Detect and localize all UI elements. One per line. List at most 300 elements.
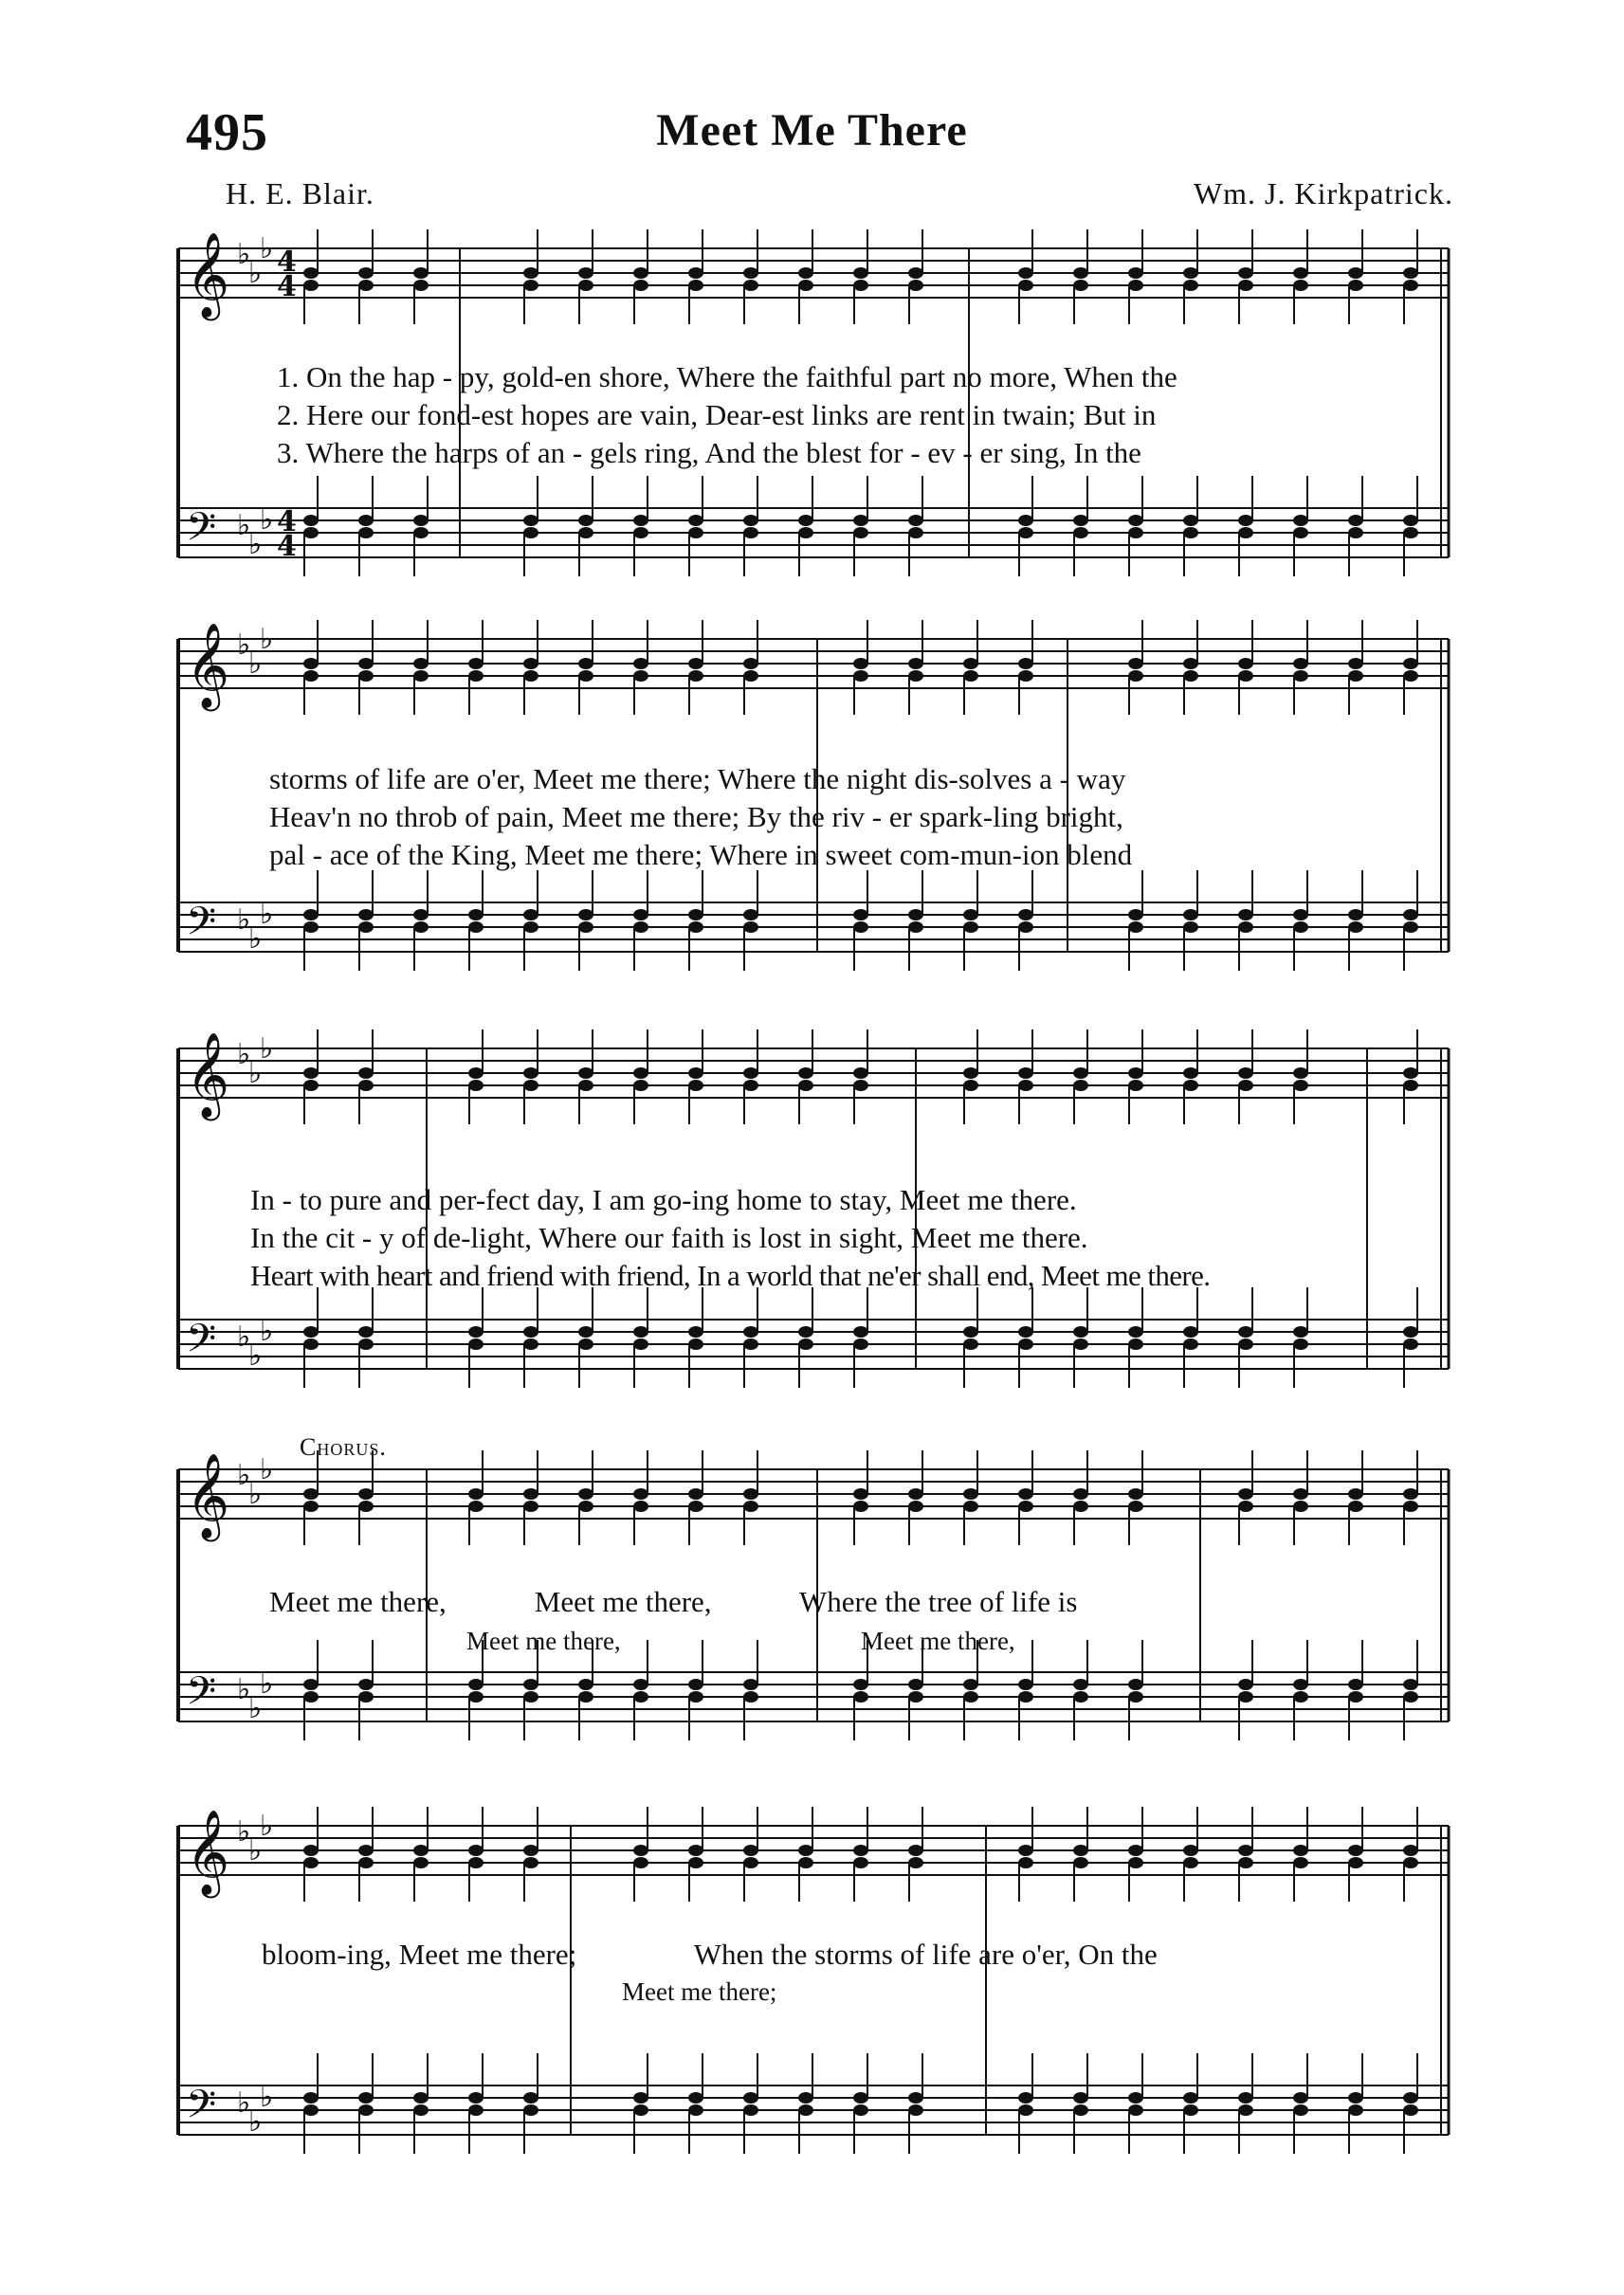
note-head [743, 909, 758, 920]
note-head [578, 1326, 593, 1338]
note-head [523, 267, 538, 279]
note-head [743, 267, 758, 279]
lyricist: H. E. Blair. [226, 176, 374, 210]
note-head [1348, 267, 1363, 279]
note-head [1403, 267, 1418, 279]
note-head [303, 1067, 319, 1079]
note-head [1293, 1067, 1308, 1079]
note-head [633, 1326, 648, 1338]
flat-sign: ♭ [260, 1453, 274, 1486]
chorus-label: Chorus. [300, 1433, 387, 1461]
note-head [413, 670, 429, 682]
note-head [358, 527, 374, 538]
note-head [963, 670, 978, 682]
note-head [908, 909, 923, 920]
note-head [468, 921, 484, 933]
note-head [1238, 1326, 1253, 1338]
note-head [688, 909, 703, 920]
lyric-line: 2. Here our fond-est hopes are vain, Dear-est links are rent in twain; But in [277, 398, 1157, 431]
note-head [1128, 921, 1143, 933]
note-head [853, 267, 868, 279]
note-head [1128, 515, 1143, 526]
note-head [853, 1679, 868, 1690]
note-head [908, 515, 923, 526]
note-head [853, 2092, 868, 2104]
note-head [523, 1691, 538, 1703]
note-head [523, 1488, 538, 1500]
note-head [358, 1080, 374, 1091]
note-head [523, 2104, 538, 2116]
note-head [1293, 267, 1308, 279]
time-signature: 4 [277, 246, 297, 279]
note-head [1293, 1488, 1308, 1500]
lyric-line: Heart with heart and friend with friend, In a world that ne'er shall end, Meet me there. [250, 1259, 1211, 1292]
flat-sign: ♭ [237, 903, 251, 937]
note-head [798, 2092, 813, 2104]
note-head [1018, 1488, 1033, 1500]
note-head [688, 2104, 703, 2116]
note-head [303, 1857, 319, 1868]
note-head [743, 1080, 758, 1091]
note-head [743, 921, 758, 933]
note-head [688, 1501, 703, 1512]
note-head [1293, 909, 1308, 920]
note-head [1018, 658, 1033, 669]
lyric-line: Meet me there, Meet me there, Where the tree of life is [269, 1585, 1078, 1618]
note-head [743, 527, 758, 538]
note-head [1348, 1488, 1363, 1500]
note-head [523, 1857, 538, 1868]
note-head [358, 670, 374, 682]
note-head [908, 670, 923, 682]
note-head [853, 2104, 868, 2116]
note-head [1073, 1488, 1088, 1500]
note-head [1073, 1339, 1088, 1350]
note-head [1128, 909, 1143, 920]
note-head [358, 1501, 374, 1512]
note-head [1403, 1501, 1418, 1512]
note-head [1128, 280, 1143, 291]
note-head [1293, 280, 1308, 291]
note-head [963, 1339, 978, 1350]
note-head [1293, 1857, 1308, 1868]
note-head [1403, 909, 1418, 920]
note-head [578, 1067, 593, 1079]
note-head [1403, 1845, 1418, 1856]
note-head [468, 1339, 484, 1350]
note-head [578, 921, 593, 933]
note-head [468, 1691, 484, 1703]
note-head [1403, 2104, 1418, 2116]
note-head [1403, 658, 1418, 669]
note-head [1128, 2092, 1143, 2104]
flat-sign: ♭ [237, 1673, 251, 1706]
note-head [1293, 658, 1308, 669]
note-head [523, 1501, 538, 1512]
note-head [633, 267, 648, 279]
note-head [743, 670, 758, 682]
note-head [523, 1845, 538, 1856]
note-head [1348, 658, 1363, 669]
note-head [963, 1067, 978, 1079]
note-head [1348, 1857, 1363, 1868]
note-head [1128, 1080, 1143, 1091]
note-head [1183, 1067, 1198, 1079]
note-head [413, 515, 429, 526]
note-head [743, 1339, 758, 1350]
note-head [908, 1488, 923, 1500]
note-head [1238, 1501, 1253, 1512]
flat-sign: ♭ [260, 1667, 274, 1701]
note-head [1238, 921, 1253, 933]
composer: Wm. J. Kirkpatrick. [1193, 176, 1453, 210]
note-head [1183, 1326, 1198, 1338]
note-head [468, 1488, 484, 1500]
note-head [1128, 1339, 1143, 1350]
note-head [908, 1845, 923, 1856]
note-head [1018, 527, 1033, 538]
note-head [1018, 909, 1033, 920]
note-head [688, 527, 703, 538]
note-head [413, 1857, 429, 1868]
note-head [578, 527, 593, 538]
note-head [963, 909, 978, 920]
bass-clef: 𝄢 [186, 504, 217, 559]
note-head [1183, 280, 1198, 291]
note-head [1018, 1067, 1033, 1079]
note-head [1293, 1339, 1308, 1350]
note-head [688, 670, 703, 682]
flat-sign: ♭ [260, 1810, 274, 1843]
note-head [1238, 909, 1253, 920]
note-head [1183, 658, 1198, 669]
note-head [1403, 670, 1418, 682]
note-head [1128, 2104, 1143, 2116]
note-head [1018, 1679, 1033, 1690]
note-head [303, 1501, 319, 1512]
note-head [798, 280, 813, 291]
note-head [1348, 1679, 1363, 1690]
note-head [1018, 1339, 1033, 1350]
note-head [1128, 1067, 1143, 1079]
note-head [853, 1339, 868, 1350]
treble-clef: 𝄞 [186, 1453, 230, 1539]
note-head [1403, 527, 1418, 538]
note-head [688, 1339, 703, 1350]
note-head [1238, 1488, 1253, 1500]
note-head [1018, 2104, 1033, 2116]
note-head [743, 280, 758, 291]
note-head [688, 1326, 703, 1338]
note-head [523, 515, 538, 526]
bass-clef: 𝄢 [186, 1668, 217, 1723]
note-head [853, 515, 868, 526]
note-head [358, 2092, 374, 2104]
note-head [358, 1691, 374, 1703]
note-head [633, 1067, 648, 1079]
note-head [1073, 1857, 1088, 1868]
note-head [413, 2104, 429, 2116]
note-head [688, 267, 703, 279]
note-head [1073, 1845, 1088, 1856]
note-head [633, 280, 648, 291]
note-head [578, 1339, 593, 1350]
note-head [303, 515, 319, 526]
note-head [743, 658, 758, 669]
flat-sign: ♭ [237, 628, 251, 662]
note-head [468, 2092, 484, 2104]
note-head [908, 1691, 923, 1703]
note-head [1348, 1845, 1363, 1856]
note-head [853, 909, 868, 920]
note-head [688, 1488, 703, 1500]
flat-sign: ♭ [237, 509, 251, 542]
note-head [303, 1488, 319, 1500]
note-head [1238, 658, 1253, 669]
note-head [358, 1326, 374, 1338]
note-head [1293, 2104, 1308, 2116]
note-head [1018, 1326, 1033, 1338]
flat-sign: ♭ [260, 232, 274, 265]
note-head [1183, 515, 1198, 526]
note-head [633, 658, 648, 669]
note-head [908, 921, 923, 933]
note-head [688, 1845, 703, 1856]
note-head [1018, 670, 1033, 682]
treble-clef: 𝄞 [186, 232, 230, 318]
note-head [1238, 280, 1253, 291]
note-head [1128, 527, 1143, 538]
note-head [1128, 1326, 1143, 1338]
note-head [1183, 909, 1198, 920]
note-head [1238, 670, 1253, 682]
note-head [1073, 267, 1088, 279]
note-head [303, 2104, 319, 2116]
note-head [523, 921, 538, 933]
note-head [853, 1857, 868, 1868]
note-head [688, 280, 703, 291]
note-head [303, 670, 319, 682]
note-head [578, 1488, 593, 1500]
note-head [1018, 1080, 1033, 1091]
note-head [743, 1679, 758, 1690]
note-head [743, 1488, 758, 1500]
note-head [303, 527, 319, 538]
note-head [1293, 515, 1308, 526]
note-head [1018, 280, 1033, 291]
note-head [853, 280, 868, 291]
note-head [1018, 1691, 1033, 1703]
note-head [1403, 515, 1418, 526]
note-head [523, 1080, 538, 1091]
note-head [523, 670, 538, 682]
flat-sign: ♭ [248, 257, 263, 290]
note-head [1018, 515, 1033, 526]
note-head [853, 1326, 868, 1338]
note-head [963, 921, 978, 933]
note-head [1293, 1679, 1308, 1690]
note-head [358, 267, 374, 279]
note-head [1293, 921, 1308, 933]
note-head [358, 909, 374, 920]
note-head [1238, 2104, 1253, 2116]
note-head [743, 1691, 758, 1703]
note-head [798, 1067, 813, 1079]
lyric-line: 1. On the hap - py, gold-en shore, Where the faithful part no more, When the [277, 360, 1177, 393]
note-head [688, 515, 703, 526]
note-head [1183, 670, 1198, 682]
note-head [1348, 280, 1363, 291]
note-head [633, 527, 648, 538]
note-head [523, 280, 538, 291]
note-head [358, 1339, 374, 1350]
time-signature: 4 [277, 270, 297, 303]
note-head [303, 1080, 319, 1091]
note-head [908, 1679, 923, 1690]
note-head [853, 1067, 868, 1079]
note-head [1073, 515, 1088, 526]
note-head [468, 658, 484, 669]
note-head [1348, 1501, 1363, 1512]
note-head [358, 1067, 374, 1079]
note-head [1348, 2104, 1363, 2116]
note-head [303, 1691, 319, 1703]
time-signature: 4 [277, 505, 297, 538]
flat-sign: ♭ [260, 623, 274, 656]
flat-sign: ♭ [248, 1834, 263, 1867]
lyric-line: 3. Where the harps of an - gels ring, And the blest for - ev - er sing, In the [277, 436, 1141, 469]
note-head [413, 909, 429, 920]
flat-sign: ♭ [248, 1692, 263, 1725]
note-head [1073, 1326, 1088, 1338]
note-head [743, 1326, 758, 1338]
note-head [1018, 267, 1033, 279]
note-head [633, 2104, 648, 2116]
note-head [358, 1679, 374, 1690]
note-head [358, 1488, 374, 1500]
echo-lyric: Meet me there; [622, 1977, 777, 2006]
note-head [303, 658, 319, 669]
note-head [578, 670, 593, 682]
note-head [1183, 1845, 1198, 1856]
note-head [743, 1067, 758, 1079]
flat-sign: ♭ [248, 1057, 263, 1090]
treble-clef: 𝄞 [186, 623, 230, 708]
flat-sign: ♭ [260, 503, 274, 537]
note-head [633, 515, 648, 526]
note-head [798, 527, 813, 538]
treble-clef: 𝄞 [186, 1810, 230, 1895]
note-head [1183, 1857, 1198, 1868]
note-head [1238, 2092, 1253, 2104]
lyric-line: Heav'n no throb of pain, Meet me there; By the riv - er spark-ling bright, [269, 800, 1123, 833]
bass-clef: 𝄢 [186, 899, 217, 954]
flat-sign: ♭ [248, 528, 263, 561]
note-head [1348, 515, 1363, 526]
note-head [1073, 1080, 1088, 1091]
note-head [358, 2104, 374, 2116]
note-head [1403, 1339, 1418, 1350]
note-head [743, 515, 758, 526]
time-signature: 4 [277, 530, 297, 563]
echo-lyric: Meet me there, [466, 1627, 621, 1655]
note-head [303, 1679, 319, 1690]
lyric-line: In the cit - y of de-light, Where our faith is lost in sight, Meet me there. [250, 1221, 1088, 1254]
note-head [1293, 1691, 1308, 1703]
note-head [1403, 1488, 1418, 1500]
note-head [798, 1857, 813, 1868]
note-head [1348, 2092, 1363, 2104]
note-head [1403, 1080, 1418, 1091]
note-head [798, 1845, 813, 1856]
note-head [1293, 670, 1308, 682]
flat-sign: ♭ [248, 2105, 263, 2139]
flat-sign: ♭ [260, 1315, 274, 1348]
note-head [1238, 1339, 1253, 1350]
hymn-title: Meet Me There [656, 105, 968, 155]
flat-sign: ♭ [237, 1321, 251, 1354]
note-head [523, 1339, 538, 1350]
note-head [578, 1501, 593, 1512]
note-head [798, 1339, 813, 1350]
note-head [908, 527, 923, 538]
note-head [688, 1691, 703, 1703]
note-head [688, 658, 703, 669]
note-head [1293, 2092, 1308, 2104]
note-head [963, 1679, 978, 1690]
note-head [798, 1080, 813, 1091]
note-head [908, 1501, 923, 1512]
note-head [1073, 1679, 1088, 1690]
note-head [1128, 1488, 1143, 1500]
note-head [523, 1679, 538, 1690]
note-head [578, 280, 593, 291]
note-head [798, 2104, 813, 2116]
note-head [1403, 1691, 1418, 1703]
echo-lyric: Meet me there, [861, 1627, 1015, 1655]
note-head [1293, 1080, 1308, 1091]
note-head [1238, 527, 1253, 538]
flat-sign: ♭ [237, 1038, 251, 1071]
note-head [1238, 1080, 1253, 1091]
note-head [1403, 280, 1418, 291]
note-head [1238, 267, 1253, 279]
note-head [1128, 658, 1143, 669]
note-head [468, 909, 484, 920]
note-head [413, 527, 429, 538]
note-head [523, 658, 538, 669]
note-head [1403, 1326, 1418, 1338]
note-head [468, 1501, 484, 1512]
note-head [1073, 2092, 1088, 2104]
note-head [1238, 515, 1253, 526]
note-head [303, 921, 319, 933]
lyric-line: pal - ace of the King, Meet me there; Where in sweet com-mun-ion blend [269, 838, 1133, 871]
flat-sign: ♭ [260, 1032, 274, 1066]
note-head [523, 2092, 538, 2104]
note-head [578, 267, 593, 279]
note-head [523, 1067, 538, 1079]
note-head [1183, 527, 1198, 538]
note-head [633, 1857, 648, 1868]
note-head [303, 280, 319, 291]
note-head [1348, 527, 1363, 538]
note-head [633, 909, 648, 920]
note-head [853, 527, 868, 538]
note-head [1073, 1691, 1088, 1703]
note-head [1128, 267, 1143, 279]
note-head [908, 1857, 923, 1868]
